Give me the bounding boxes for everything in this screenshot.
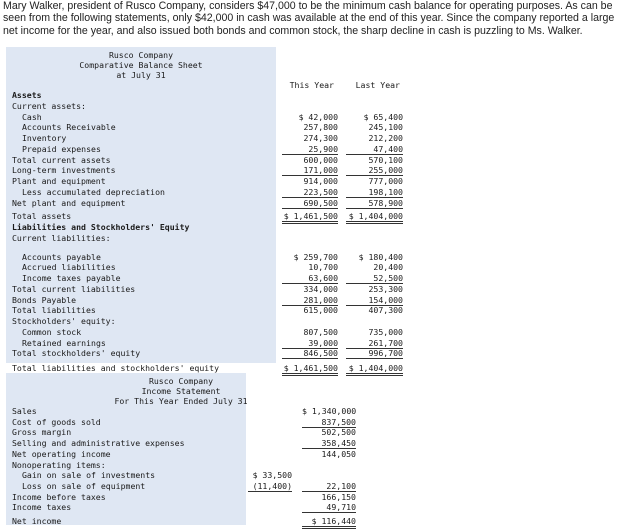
bs-last-year-value: 407,300 xyxy=(368,305,403,316)
bs-statement-title: Comparative Balance Sheet xyxy=(79,60,203,70)
bs-row-label: Assets xyxy=(12,90,42,100)
bs-row-label: Total current liabilities xyxy=(12,283,136,294)
problem-intro-text: Mary Walker, president of Rusco Company, considers $47,000 to be the minimum cash balance for operating purposes. As can be seen from the following statements, only $42,000 in cash was available at the end of this year. Since the company reported a large net income for the year, and also issued both bonds and common stock, the sharp decline in cash is puzzling to Ms. Walker. xyxy=(3,0,615,37)
bs-last-year-value: $ 1,404,000 xyxy=(346,211,403,224)
bs-row-label: Total liabilities xyxy=(12,305,96,316)
bs-last-year-value: 154,000 xyxy=(346,295,403,306)
bs-last-year-value: 20,400 xyxy=(373,262,403,273)
bs-this-year-value: $ 42,000 xyxy=(298,111,338,122)
bs-row-label: Prepaid expenses xyxy=(22,143,101,154)
bs-this-year-value: 334,000 xyxy=(303,283,338,294)
is-total-value: 144,050 xyxy=(321,448,356,459)
is-row-label: Cost of goods sold xyxy=(12,416,101,427)
bs-last-year-value: 245,100 xyxy=(368,122,403,133)
bs-this-year-value: 10,700 xyxy=(308,262,338,273)
is-row-label: Selling and administrative expenses xyxy=(12,438,185,449)
bs-this-year-value: 846,500 xyxy=(282,348,338,359)
bs-row-label: Long-term investments xyxy=(12,165,116,176)
bs-last-year-value: 47,400 xyxy=(346,144,403,155)
bs-row-label: Accounts Receivable xyxy=(22,122,116,133)
bs-this-year-value: 63,600 xyxy=(282,273,338,284)
bs-row-label: Plant and equipment xyxy=(12,176,106,186)
bs-row-label: Current assets: xyxy=(12,100,86,111)
bs-statement-date: at July 31 xyxy=(116,70,166,80)
income-statement xyxy=(6,373,366,525)
bs-this-year-value: 223,500 xyxy=(282,187,338,198)
bs-row-label: Accounts payable xyxy=(22,251,101,262)
bs-last-year-value: $ 1,404,000 xyxy=(346,363,403,376)
is-total-value: 837,500 xyxy=(302,417,356,428)
bs-row-label: Total current assets xyxy=(12,154,111,165)
bs-row-label: Income taxes payable xyxy=(22,273,121,283)
is-detail-value: (11,400) xyxy=(248,481,292,492)
is-row-label: Nonoperating items: xyxy=(12,459,106,470)
bs-last-year-value: 212,200 xyxy=(368,133,403,143)
bs-row-label: Total stockholders' equity xyxy=(12,348,141,359)
bs-last-year-value: 52,500 xyxy=(346,273,403,284)
bs-this-year-value: $ 1,461,500 xyxy=(282,211,338,224)
bs-row-label: Bonds Payable xyxy=(12,294,77,305)
is-row-label: Net operating income xyxy=(12,448,111,459)
bs-this-year-value: 281,000 xyxy=(282,295,338,306)
is-row-label: Gross margin xyxy=(12,427,72,438)
bs-row-label: Cash xyxy=(22,111,42,122)
bs-this-year-value: 615,000 xyxy=(303,305,338,316)
is-row-label: Net income xyxy=(12,516,62,526)
comparative-balance-sheet xyxy=(6,47,406,373)
is-company-name: Rusco Company xyxy=(148,376,214,386)
bs-this-year-value: 274,300 xyxy=(303,133,338,143)
bs-row-label: Accrued liabilities xyxy=(22,262,116,273)
bs-last-year-value: 570,100 xyxy=(368,154,403,165)
is-total-value: 358,450 xyxy=(302,438,356,449)
is-statement-period: For This Year Ended July 31 xyxy=(114,396,248,406)
bs-this-year-value: 25,900 xyxy=(282,144,338,155)
is-total-value: 22,100 xyxy=(302,481,356,492)
bs-row-label: Total assets xyxy=(12,211,72,222)
bs-this-year-value: $ 259,700 xyxy=(293,251,338,262)
bs-row-label: Less accumulated depreciation xyxy=(22,186,165,197)
bs-row-label: Current liabilities: xyxy=(12,232,111,243)
bs-this-year-value: 600,000 xyxy=(303,154,338,165)
bs-row-label: Retained earnings xyxy=(22,337,106,348)
bs-last-year-value: 777,000 xyxy=(368,176,403,186)
is-row-label: Sales xyxy=(12,406,37,416)
is-detail-value: $ 33,500 xyxy=(252,470,292,481)
bs-last-year-value: 253,300 xyxy=(368,283,403,294)
bs-this-year-value: 807,500 xyxy=(303,326,338,337)
bs-row-label: Net plant and equipment xyxy=(12,197,126,208)
bs-last-year-value: 996,700 xyxy=(346,348,403,359)
bs-company-name: Rusco Company xyxy=(108,50,174,60)
is-row-label: Income taxes xyxy=(12,502,72,513)
bs-last-year-value: 578,900 xyxy=(346,198,403,209)
bs-row-label: Common stock xyxy=(22,326,82,337)
is-row-label: Income before taxes xyxy=(12,491,106,502)
bs-row-label: Inventory xyxy=(22,133,67,143)
is-statement-title: Income Statement xyxy=(141,386,221,396)
bs-last-year-value: 255,000 xyxy=(346,165,403,176)
bs-col-header-this-year: This Year xyxy=(289,80,334,90)
is-total-value: $ 1,340,000 xyxy=(302,406,357,416)
is-total-value: 49,710 xyxy=(302,502,356,513)
is-total-value: $ 116,440 xyxy=(302,516,356,529)
bs-row-label: Total liabilities and stockholders' equity xyxy=(12,363,220,373)
bs-this-year-value: 690,500 xyxy=(282,198,338,209)
bs-last-year-value: $ 180,400 xyxy=(358,251,403,262)
bs-row-label: Liabilities and Stockholders' Equity xyxy=(12,222,190,232)
is-row-label: Gain on sale of investments xyxy=(22,470,156,481)
bs-this-year-value: 171,000 xyxy=(282,165,338,176)
bs-last-year-value: $ 65,400 xyxy=(363,111,403,122)
bs-last-year-value: 735,000 xyxy=(368,326,403,337)
bs-last-year-value: 261,700 xyxy=(346,338,403,349)
bs-row-label: Stockholders' equity: xyxy=(12,316,116,326)
is-row-label: Loss on sale of equipment xyxy=(22,480,146,491)
bs-last-year-value: 198,100 xyxy=(346,187,403,198)
is-total-value: 502,500 xyxy=(321,427,356,438)
bs-this-year-value: 914,000 xyxy=(303,176,338,186)
bs-this-year-value: 39,000 xyxy=(282,338,338,349)
bs-col-header-last-year: Last Year xyxy=(355,80,400,90)
bs-this-year-value: $ 1,461,500 xyxy=(282,363,338,376)
is-total-value: 166,150 xyxy=(321,491,356,502)
bs-this-year-value: 257,800 xyxy=(303,122,338,133)
